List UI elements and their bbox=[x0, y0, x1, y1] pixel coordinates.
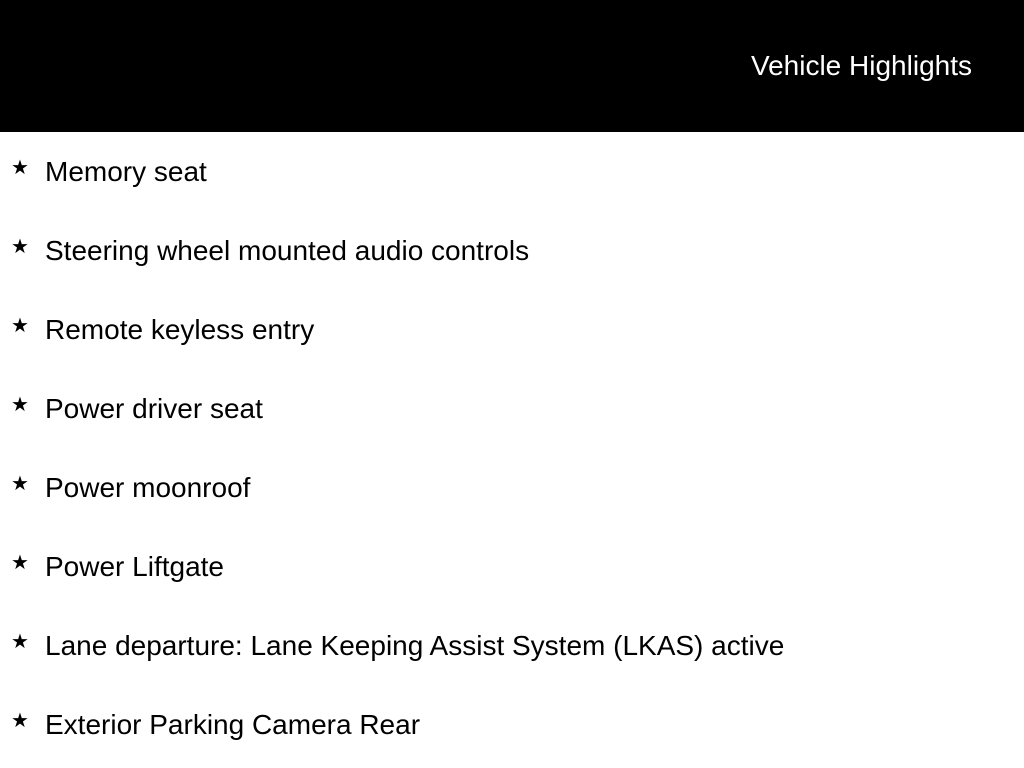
list-item bbox=[0, 290, 1024, 369]
star-icon: ★ bbox=[11, 710, 29, 732]
list-item-label: Lane departure: Lane Keeping Assist System (LKAS) active bbox=[45, 630, 785, 661]
star-icon: ★ bbox=[11, 631, 29, 653]
page-title: Vehicle Highlights bbox=[750, 50, 972, 81]
list-item-label: Power Liftgate bbox=[45, 551, 224, 582]
star-icon: ★ bbox=[11, 552, 29, 574]
star-icon: ★ bbox=[11, 157, 29, 179]
list-item bbox=[0, 685, 1024, 764]
list-item bbox=[0, 132, 1024, 211]
list-item-label: Memory seat bbox=[45, 156, 207, 187]
list-item-label: Power driver seat bbox=[45, 393, 263, 424]
star-icon: ★ bbox=[11, 394, 29, 416]
star-icon: ★ bbox=[11, 473, 29, 495]
list-item bbox=[0, 369, 1024, 448]
list-item bbox=[0, 606, 1024, 685]
star-icon: ★ bbox=[11, 236, 29, 258]
list-item bbox=[0, 527, 1024, 606]
list-item-label: Exterior Parking Camera Rear bbox=[45, 709, 421, 740]
list-item-label: Power moonroof bbox=[45, 472, 251, 503]
list-item-label: Remote keyless entry bbox=[45, 314, 315, 345]
header-bar bbox=[0, 0, 1024, 132]
list-item bbox=[0, 211, 1024, 290]
highlights-list bbox=[0, 132, 1024, 764]
star-icon: ★ bbox=[11, 315, 29, 337]
list-item bbox=[0, 448, 1024, 527]
list-item-label: Steering wheel mounted audio controls bbox=[45, 235, 530, 266]
